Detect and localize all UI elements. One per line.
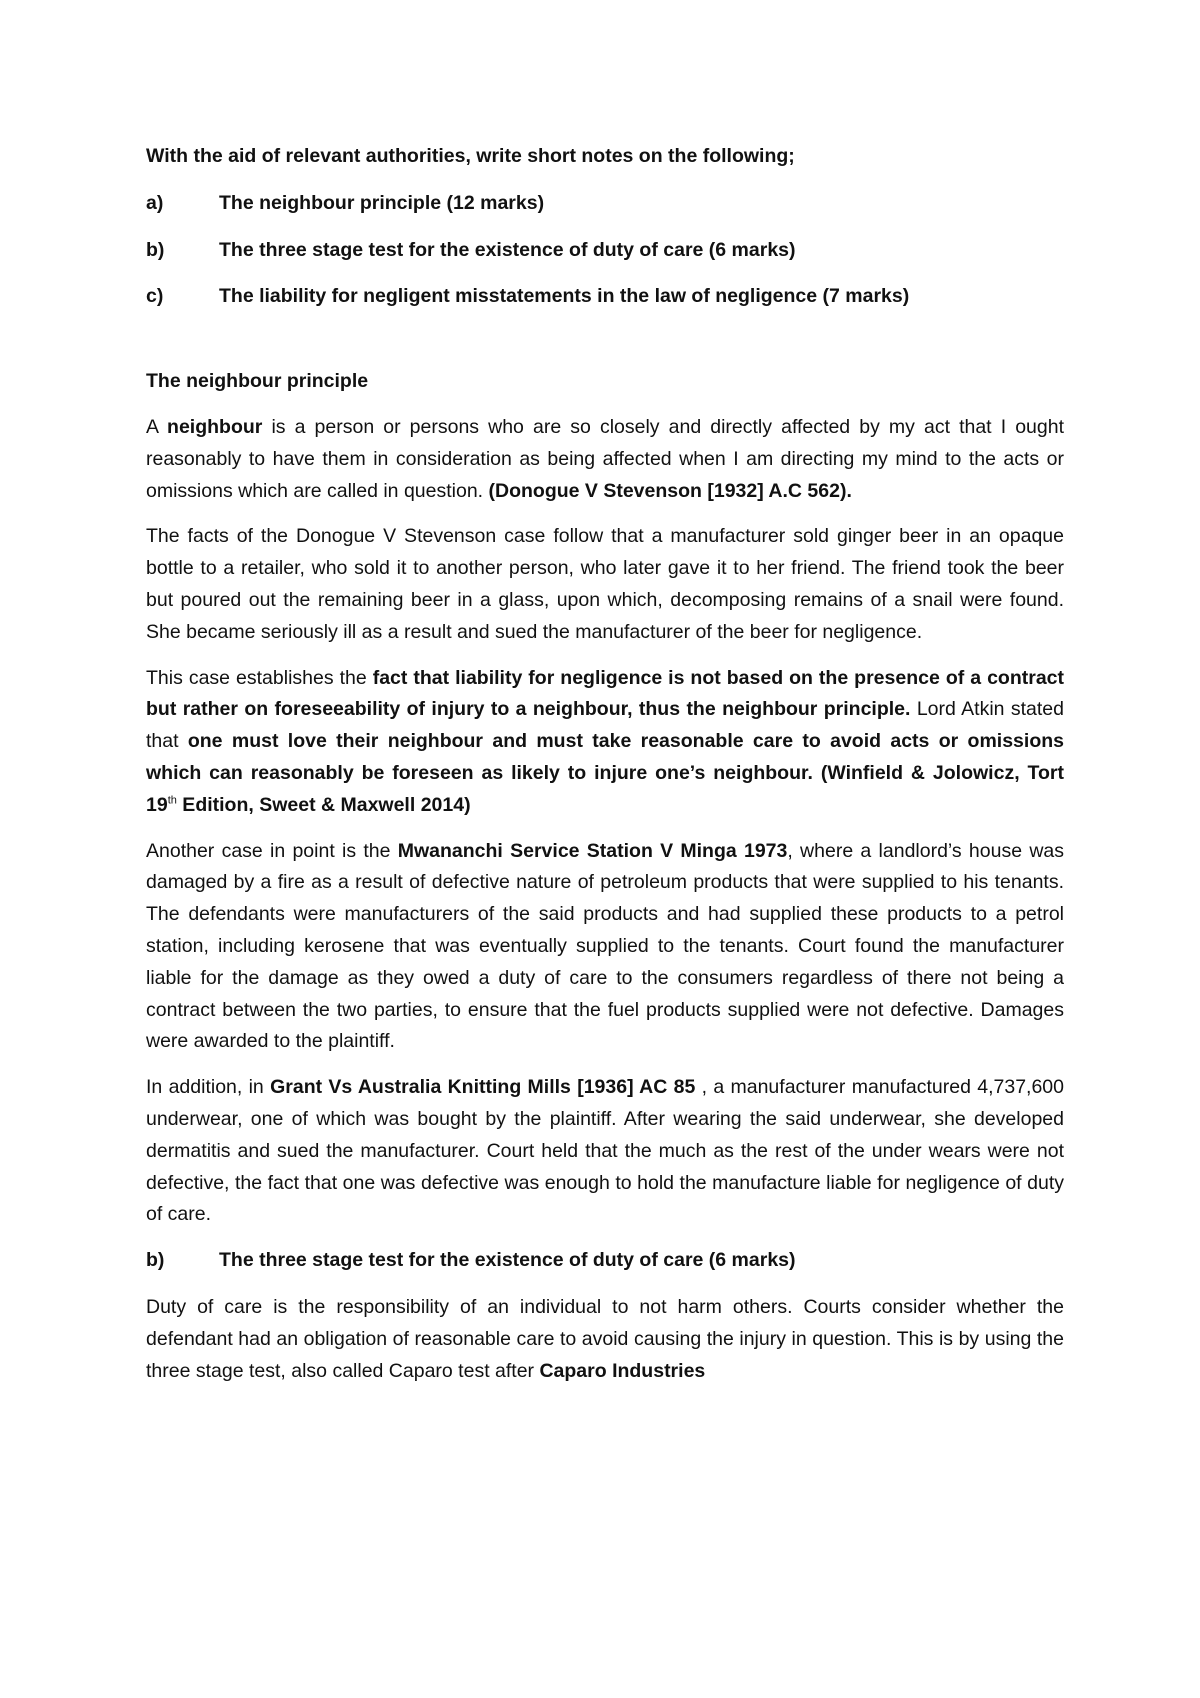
question-letter: a): [146, 191, 164, 214]
text-run: , where a landlord’s house was damaged by a fire as a result of defective nature of petroleum products that were supplied to his tenants. The defendants were manufacturers of the said products and had supplied these products to a petrol station, including kerosene that was eventually supplied to the tenants. Court found the manufacturer liable for the damage as they owed a duty of care to the consumers regardless of there not being a contract between the two parties, to ensure that the fuel products supplied were not defective. Damages were awarded to the plaintiff.: [146, 839, 1065, 1053]
paragraph-duty-of-care: [146, 1292, 1064, 1387]
bold-principle: fact that liability for negligence is not based on the presence of a contract but rather on foreseeability of injury to a neighbour, thus the neighbour principle.: [146, 666, 1064, 721]
paragraph-grant-case: [146, 1072, 1064, 1231]
case-citation: Caparo Industries: [539, 1359, 706, 1382]
section-heading-text: The three stage test for the existence of duty of care (6 marks): [219, 1249, 796, 1272]
case-citation: Grant Vs Australia Knitting Mills [1936] AC 85: [270, 1076, 696, 1099]
text-run: In addition, in: [146, 1076, 271, 1099]
document-body: [146, 141, 1064, 1401]
section-heading-neighbour-principle: The neighbour principle: [146, 370, 369, 393]
section-letter: b): [146, 1249, 165, 1272]
question-item-a: [146, 188, 1064, 220]
question-text: The liability for negligent misstatements in the law of negligence (7 marks): [219, 285, 910, 308]
paragraph-donogue-facts: The facts of the Donogue V Stevenson case follow that a manufacturer sold ginger beer in an opaque bottle to a retailer, who sold it to another person, who later gave it to her friend. The friend took the beer but poured out the remaining beer in a glass, upon which, decomposing remains of a snail were found. She became seriously ill as a result and sued the manufacturer of the beer for negligence.: [146, 525, 1064, 643]
question-text: The three stage test for the existence of duty of care (6 marks): [219, 238, 796, 261]
case-citation: Mwananchi Service Station V Minga 1973: [397, 839, 788, 862]
text-run: , a manufacturer manufactured 4,737,600 underwear, one of which was bought by the plaintiff. After wearing the said underwear, she developed dermatitis and sued the manufacturer. Court held that the much as the rest of the under wears were not defective, the fact that one was defective was enough to hold the manufacture liable for negligence of duty of care.: [146, 1076, 1064, 1226]
text-run: is a person or persons who are so closely and directly affected by my act that I ought reasonably to have them in consideration as being affected when I am directing my mind to the acts or omissions which are called in question.: [146, 415, 1064, 502]
superscript-ordinal: th: [167, 794, 177, 807]
section-heading-three-stage-test: [146, 1245, 1064, 1277]
bold-quote-lord-atkin: one must love their neighbour and must take reasonable care to avoid acts or omissions which can reasonably be foreseen as likely to injure one’s neighbour.: [146, 730, 1064, 784]
question-intro: With the aid of relevant authorities, write short notes on the following;: [146, 145, 795, 167]
paragraph-mwananchi-case: [146, 836, 1064, 1059]
bold-citation: Edition, Sweet & Maxwell 2014): [176, 793, 471, 816]
paragraph-neighbour-definition: [146, 412, 1064, 507]
question-letter: c): [146, 285, 164, 308]
section-spacer: [146, 328, 1064, 366]
paragraph-case-principle: [146, 663, 1064, 822]
question-item-c: [146, 281, 1064, 313]
text-run: Another case in point is the: [146, 839, 398, 862]
text-run: This case establishes the: [146, 666, 373, 689]
question-text: The neighbour principle (12 marks): [219, 191, 545, 214]
question-letter: b): [146, 238, 165, 261]
question-item-b: [146, 235, 1064, 267]
bold-citation: (Winfield & Jolowicz, Tort 19: [146, 761, 1064, 816]
bold-term-neighbour: neighbour: [167, 415, 263, 438]
text-run: A: [146, 415, 168, 438]
case-citation: (Donogue V Stevenson [1932] A.C 562).: [488, 479, 852, 502]
text-run: Duty of care is the responsibility of an individual to not harm others. Courts consider whether the defendant had an obligation of reasonable care to avoid causing the injury in question. This is by using the three stage test, also called Caparo test after: [146, 1295, 1064, 1382]
text-run: Lord Atkin stated that: [146, 698, 1064, 753]
